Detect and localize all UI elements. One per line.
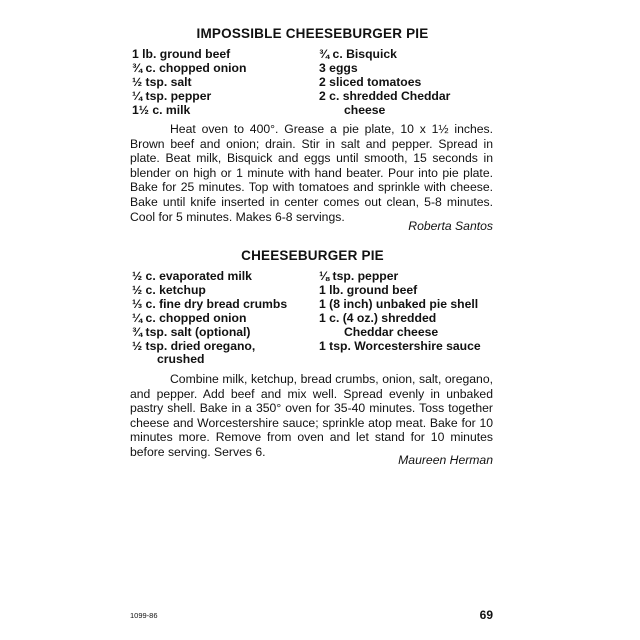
ingredient-item: 1½ c. milk (132, 102, 191, 117)
ingredient-item: 2 sliced tomatoes (319, 74, 422, 89)
ingredient-item (132, 340, 312, 368)
recipe-author: Maureen Herman (398, 453, 493, 467)
ingredient-item: ½ c. evaporated milk (132, 269, 252, 283)
ingredient-list-right (319, 48, 495, 118)
ingredient-line: ½ tsp. dried oregano, (132, 338, 256, 353)
recipe-title: CHEESEBURGER PIE (241, 248, 384, 263)
ingredient-item: ⅛ tsp. pepper (319, 269, 399, 283)
ingredient-item: 1 lb. ground beef (132, 47, 231, 61)
ingredient-item: ⅓ c. fine dry bread crumbs (132, 296, 288, 311)
ingredient-list-left (132, 270, 312, 367)
ingredient-item: ¾ tsp. salt (optional) (132, 324, 251, 339)
ingredient-item: ¾ c. Bisquick (319, 47, 397, 61)
print-code: 1099-86 (130, 611, 158, 620)
ingredient-item: 3 eggs (319, 60, 358, 75)
recipe-directions: Combine milk, ketchup, bread crumbs, onion, salt, oregano, and pepper. Add beef and mix well. Spread evenly in unbaked pastry shell. Bake in a 350° oven for 35-40 minutes. Toss together cheese and Worcestershire sauce; sprinkle atop meat. Bake for 10 minutes more. Remove from oven and let stand for 10 minutes before serving. Serves 6. (130, 372, 493, 459)
ingredient-continuation: crushed (157, 352, 205, 367)
ingredient-item: 1 (8 inch) unbaked pie shell (319, 296, 479, 311)
ingredient-item: ¾ c. chopped onion (132, 60, 247, 75)
ingredient-item: ½ tsp. salt (132, 74, 192, 89)
ingredient-item (319, 312, 495, 340)
ingredient-line: 2 c. shredded Cheddar (319, 88, 451, 103)
recipe-title: IMPOSSIBLE CHEESEBURGER PIE (196, 26, 429, 41)
recipe-author: Roberta Santos (408, 219, 493, 233)
ingredient-continuation: Cheddar cheese (344, 324, 439, 339)
ingredient-item: ¼ c. chopped onion (132, 310, 247, 325)
ingredient-item: 1 lb. ground beef (319, 282, 418, 297)
ingredient-item: 1 tsp. Worcestershire sauce (319, 338, 481, 353)
ingredient-line: 1 c. (4 oz.) shredded (319, 310, 437, 325)
ingredient-continuation: cheese (344, 102, 386, 117)
cookbook-page (130, 0, 495, 640)
ingredient-item: ½ c. ketchup (132, 282, 206, 297)
ingredient-item (319, 90, 495, 118)
recipe-directions: Heat oven to 400°. Grease a pie plate, 10 x 1½ inches. Brown beef and onion; drain. Stir in salt and pepper. Spread in plate. Beat milk, Bisquick and eggs until smooth, 15 seconds in blender on high or 1 minute with hand beater. Pour into pie plate. Bake for 25 minutes. Top with tomatoes and sprinkle with cheese. Bake until knife inserted in center comes out clean, 5-8 minutes. Cool for 5 minutes. Makes 6-8 servings. (130, 122, 493, 224)
ingredient-list-right (319, 270, 495, 353)
ingredient-list-left (132, 48, 312, 118)
page-number: 69 (479, 608, 493, 622)
ingredient-item: ¼ tsp. pepper (132, 88, 212, 103)
